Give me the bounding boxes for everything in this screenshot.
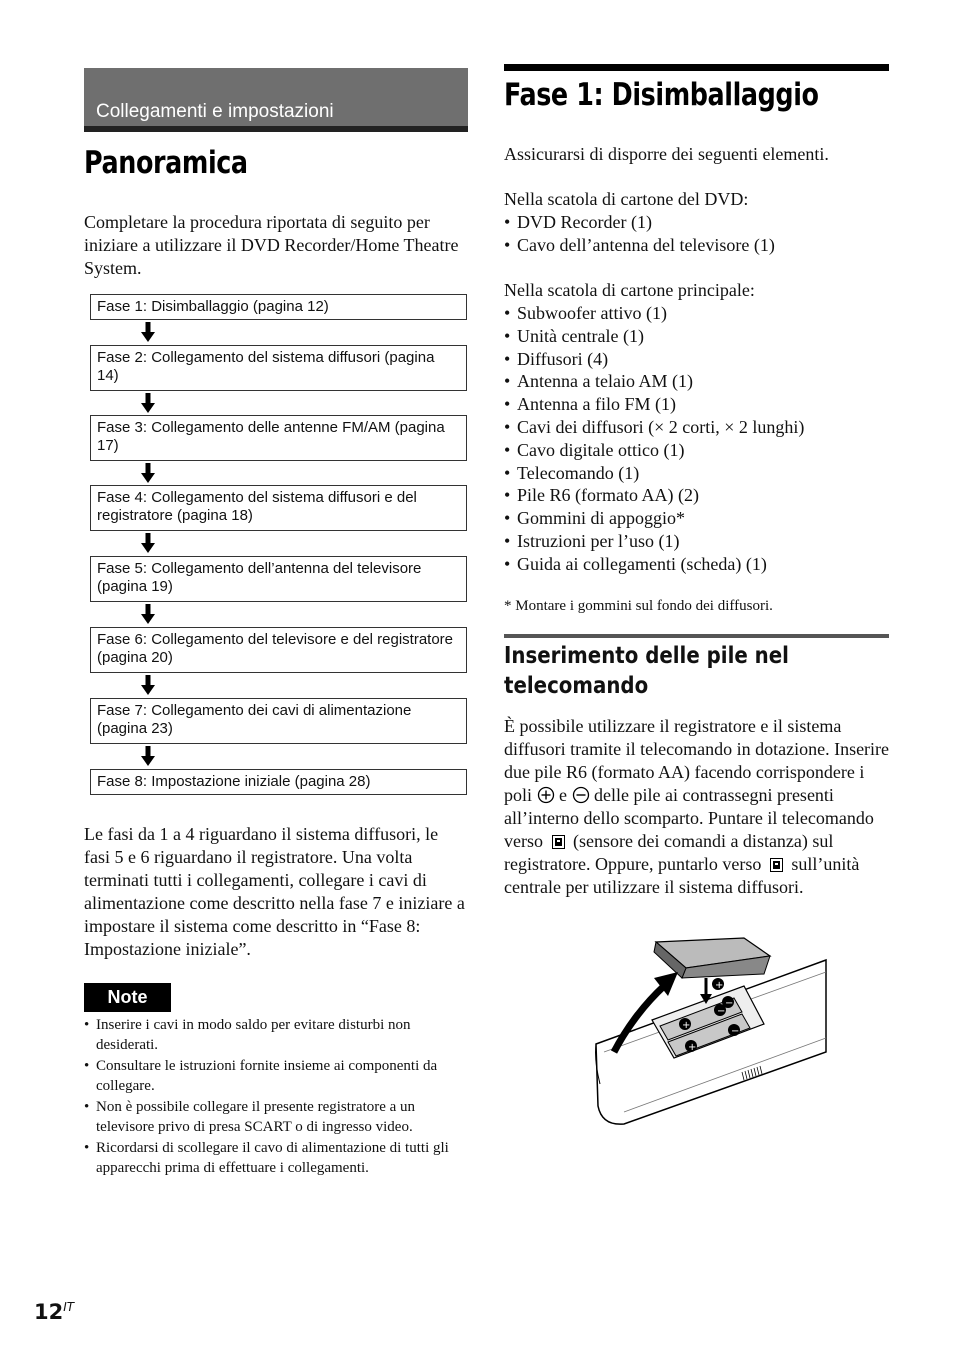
svg-text:+: + <box>688 1042 697 1053</box>
battery-subtitle <box>504 641 835 701</box>
down-arrow-icon <box>140 602 156 627</box>
dvd-box-list <box>504 211 889 257</box>
svg-text:−: − <box>725 998 734 1009</box>
step-box-3: Fase 3: Collegamento delle antenne FM/AM (pagina 17) <box>90 415 467 461</box>
list-item: • Antenna a filo FM (1) <box>504 393 889 416</box>
fase1-title: Fase 1: Disimballaggio <box>504 77 819 113</box>
minus-pole-icon <box>572 786 590 804</box>
main-box-label: Nella scatola di cartone principale: <box>504 280 755 300</box>
list-item: • Cavo dell’antenna del televisore (1) <box>504 234 889 257</box>
list-item: • Cavi dei diffusori (× 2 corti, × 2 lunghi) <box>504 416 889 439</box>
remote-sensor-icon <box>552 835 565 849</box>
list-item: • Pile R6 (formato AA) (2) <box>504 484 889 507</box>
note-item: • Ricordarsi di scollegare il cavo di alimentazione di tutti gli apparecchi prima di effettuare i collegamenti. <box>84 1138 468 1178</box>
note-item: • Non è possibile collegare il presente registratore a un televisore privo di presa SCART o di ingresso video. <box>84 1097 468 1137</box>
step-box-7: Fase 7: Collegamento dei cavi di alimentazione (pagina 23) <box>90 698 467 744</box>
note-item: • Inserire i cavi in modo saldo per evitare disturbi non desiderati. <box>84 1015 468 1055</box>
footnote: * Montare i gommini sul fondo dei diffusori. <box>504 598 773 614</box>
svg-text:+: + <box>682 1020 691 1031</box>
svg-text:−: − <box>717 1006 726 1017</box>
remote-sensor-icon <box>770 858 783 872</box>
list-item: • Unità centrale (1) <box>504 325 889 348</box>
page-number <box>34 1300 74 1324</box>
section-banner-text: Collegamenti e impostazioni <box>96 101 334 122</box>
page-number-suffix: IT <box>63 1300 75 1314</box>
fase1-intro: Assicurarsi di disporre dei seguenti elementi. <box>504 144 829 164</box>
list-item: • Antenna a telaio AM (1) <box>504 370 889 393</box>
remote-battery-illustration <box>594 934 829 1129</box>
list-item: • Diffusori (4) <box>504 348 889 371</box>
list-item: • Subwoofer attivo (1) <box>504 302 889 325</box>
plus-pole-icon <box>537 786 555 804</box>
step-box-6: Fase 6: Collegamento del televisore e del registratore (pagina 20) <box>90 627 467 673</box>
step-box-1: Fase 1: Disimballaggio (pagina 12) <box>90 294 467 320</box>
step-box-5: Fase 5: Collegamento dell’antenna del televisore (pagina 19) <box>90 556 467 602</box>
svg-text:−: − <box>731 1026 740 1037</box>
battery-text-2: e <box>559 785 568 805</box>
main-box-list <box>504 302 889 576</box>
note-badge: Note <box>84 983 171 1012</box>
battery-text-1: È possibile utilizzare il registratore e il sistema diffusori tramite il telecomando in dotazione. Inserire due pile R6 (formato AA) facendo corrispondere i poli <box>504 716 890 805</box>
battery-text-5: sull’unità centrale per utilizzare il sistema diffusori. <box>504 854 860 897</box>
steps-flowchart <box>90 294 467 795</box>
subtitle-rule <box>504 634 889 638</box>
battery-paragraph <box>504 715 890 899</box>
page-title <box>84 145 284 181</box>
panoramica-title: Panoramica <box>84 145 248 181</box>
battery-subtitle-line2: telecomando <box>504 673 649 699</box>
battery-text-4: (sensore dei comandi a distanza) sul registratore. Oppure, puntarlo verso <box>504 831 834 874</box>
down-arrow-icon <box>140 531 156 556</box>
fase1-title-wrap <box>504 77 888 113</box>
dvd-box-label: Nella scatola di cartone del DVD: <box>504 189 749 209</box>
list-item: • Cavo digitale ottico (1) <box>504 439 889 462</box>
down-arrow-icon <box>140 744 156 769</box>
list-item: • DVD Recorder (1) <box>504 211 889 234</box>
step-box-8: Fase 8: Impostazione iniziale (pagina 28) <box>90 769 467 795</box>
battery-subtitle-line1: Inserimento delle pile nel <box>504 643 789 669</box>
list-item: • Telecomando (1) <box>504 462 889 485</box>
down-arrow-icon <box>140 461 156 485</box>
svg-text:+: + <box>715 980 724 991</box>
title-rule <box>504 64 889 71</box>
notes-list <box>84 1015 468 1179</box>
note-item: • Consultare le istruzioni fornite insieme ai componenti da collegare. <box>84 1056 468 1096</box>
step-box-4: Fase 4: Collegamento del sistema diffusori e del registratore (pagina 18) <box>90 485 467 531</box>
battery-text-3: delle pile ai contrassegni presenti all’interno dello scomparto. Puntare il telecomando verso <box>504 785 874 851</box>
list-item: • Istruzioni per l’uso (1) <box>504 530 889 553</box>
section-banner <box>84 68 468 132</box>
page-number-value: 12 <box>34 1300 64 1324</box>
down-arrow-icon <box>140 673 156 698</box>
step-box-2: Fase 2: Collegamento del sistema diffusori (pagina 14) <box>90 345 467 391</box>
phases-paragraph: Le fasi da 1 a 4 riguardano il sistema diffusori, le fasi 5 e 6 riguardano il registratore. Una volta terminati tutti i collegamenti, collegare i cavi di alimentazione come descritto nella fase 7 e iniziare a impostare il sistema come descritto in “Fase 8: Impostazione iniziale”. <box>84 824 465 959</box>
down-arrow-icon <box>140 320 156 345</box>
intro-paragraph: Completare la procedura riportata di seguito per iniziare a utilizzare il DVD Recorder/Home Theatre System. <box>84 212 459 278</box>
list-item: • Gommini di appoggio* <box>504 507 889 530</box>
down-arrow-icon <box>140 391 156 415</box>
list-item: • Guida ai collegamenti (scheda) (1) <box>504 553 889 576</box>
